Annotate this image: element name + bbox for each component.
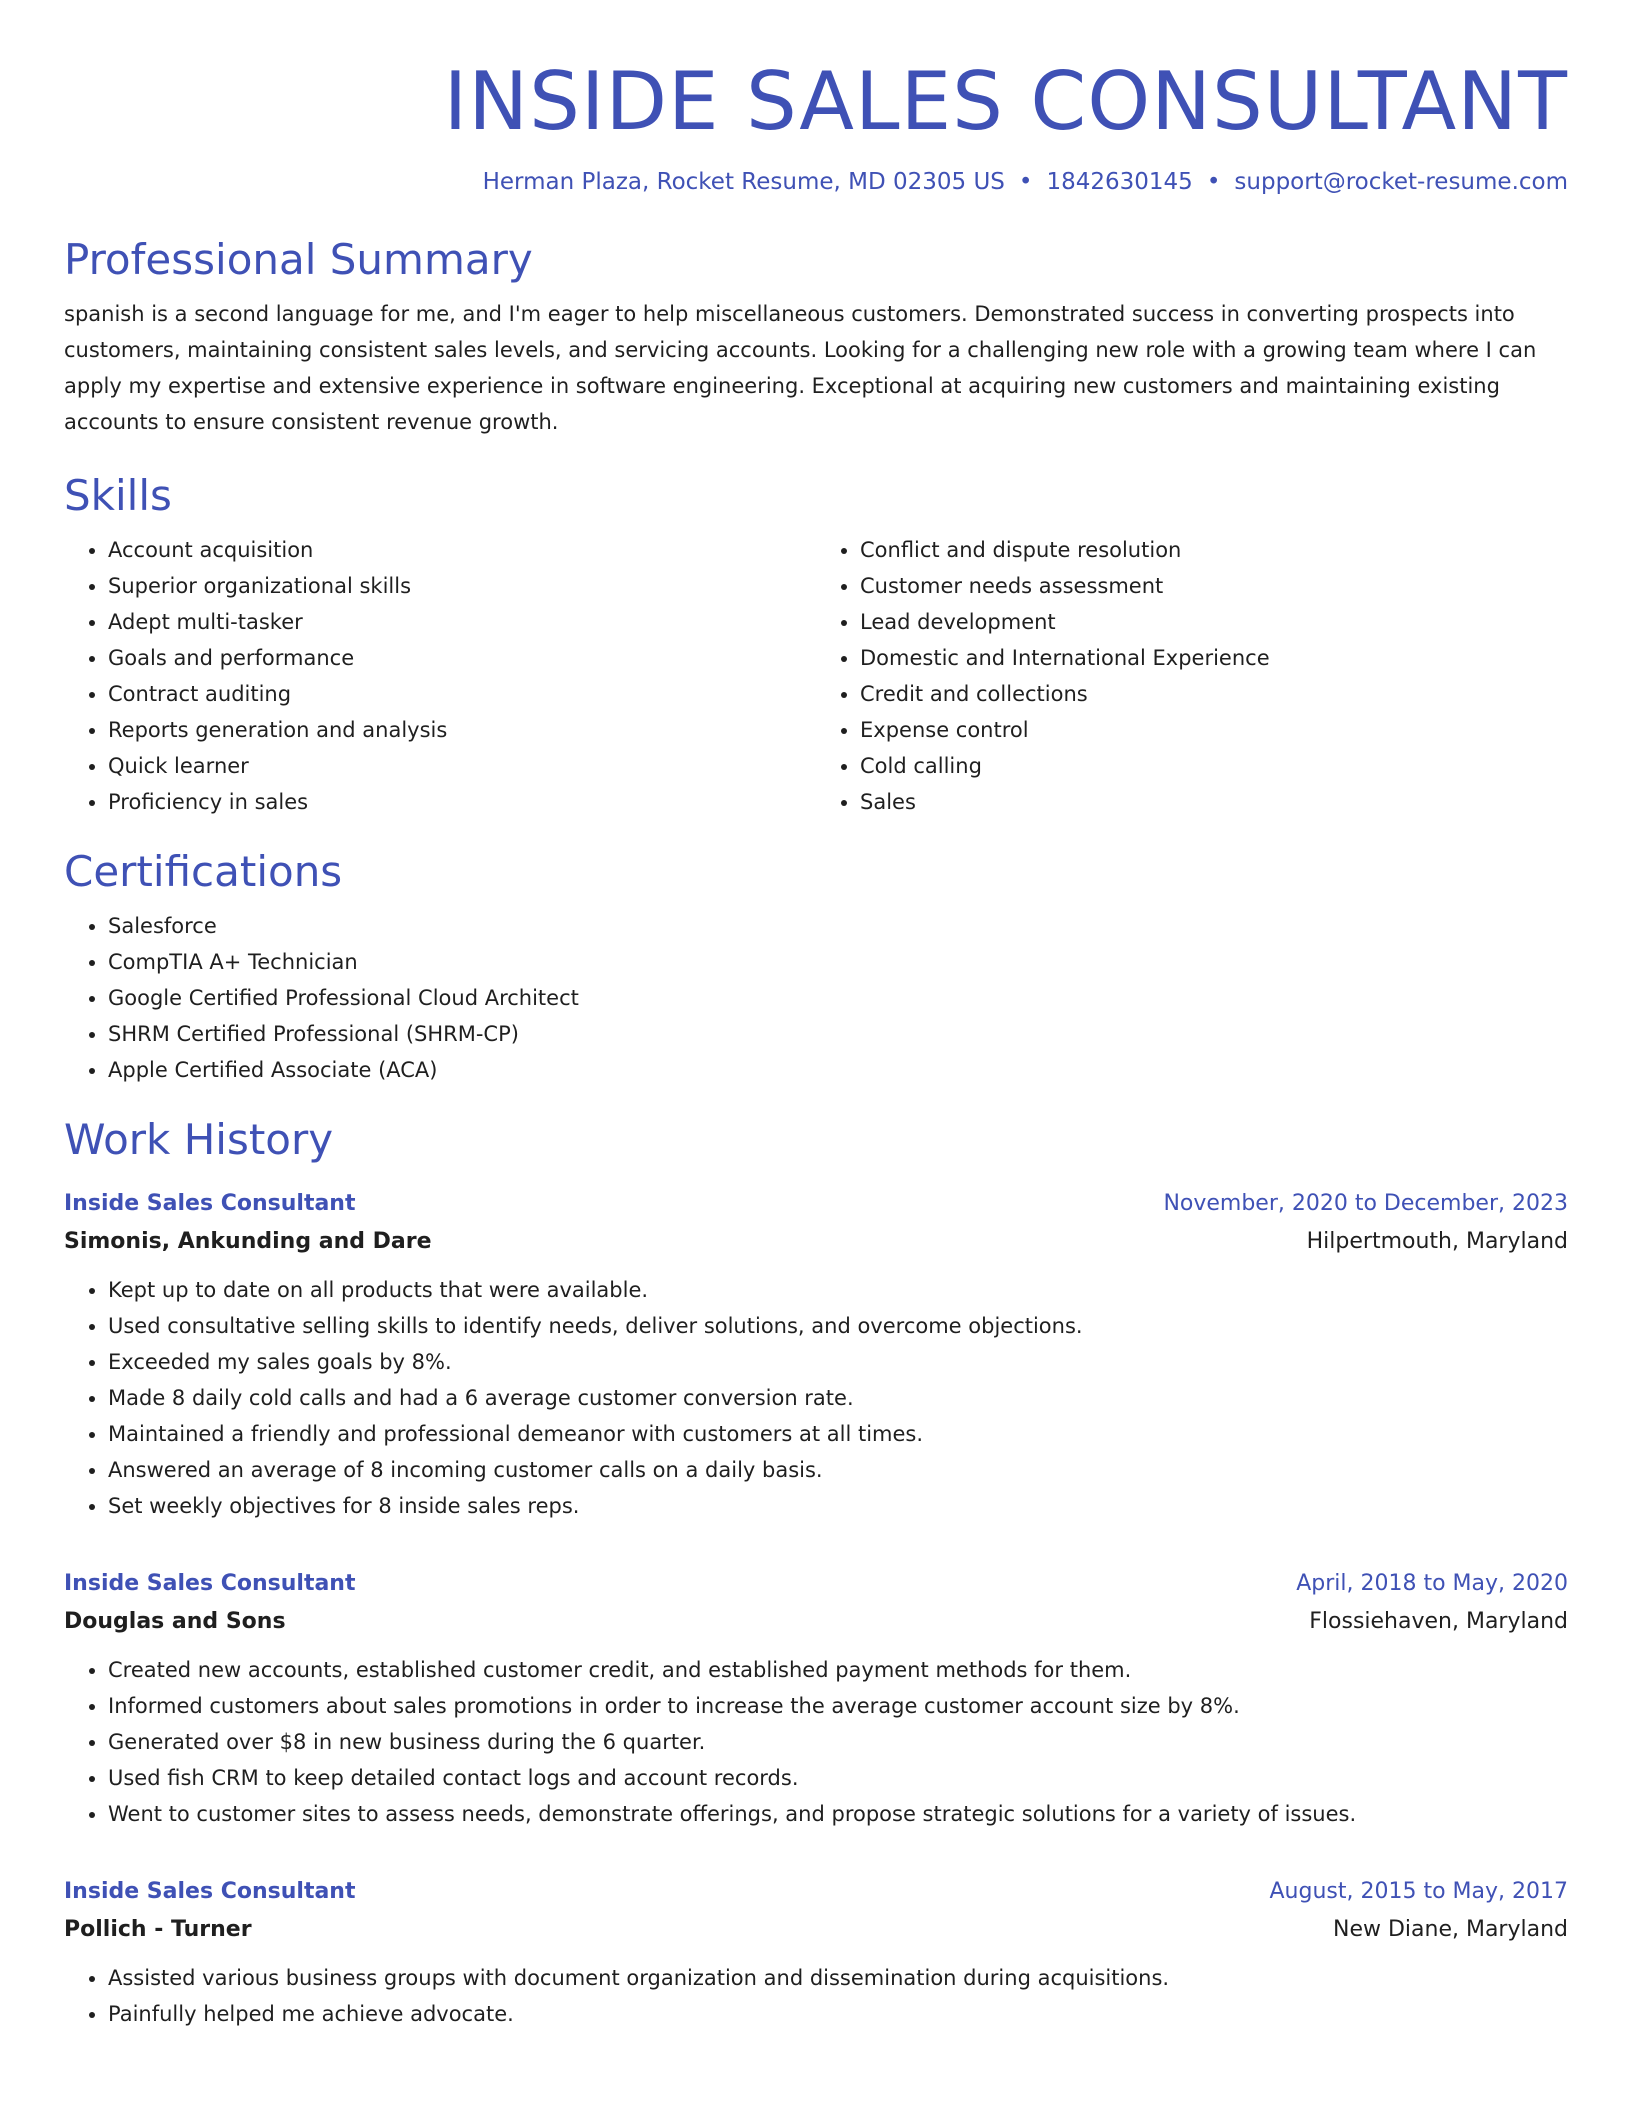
job-bullet: • Used consultative selling skills to identify needs, deliver solutions, and overcome objections. (108, 1308, 1568, 1344)
skill-item: • Domestic and International Experience (860, 640, 1568, 676)
job-bullet: • Generated over $8 in new business during the 6 quarter. (108, 1724, 1568, 1760)
certification-item: • Salesforce (108, 908, 1568, 944)
contact-separator: • (1018, 169, 1033, 195)
skills-heading: Skills (64, 471, 172, 520)
skill-item: • Adept multi-tasker (108, 604, 816, 640)
work-history-heading: Work History (64, 1115, 334, 1164)
certifications-list (64, 908, 1568, 1088)
job-company-row (64, 1222, 1568, 1262)
job-title: Inside Sales Consultant (64, 1191, 356, 1216)
job-title-row (64, 1186, 1568, 1222)
job-title-row (64, 1874, 1568, 1910)
resume-title: INSIDE SALES CONSULTANT (443, 55, 1568, 148)
job-bullet: • Assisted various business groups with document organization and dissemination during acquisitions. (108, 1960, 1568, 1996)
job-company-row (64, 1910, 1568, 1950)
certification-item: • CompTIA A+ Technician (108, 944, 1568, 980)
summary-section (64, 232, 1568, 440)
skill-item: • Quick learner (108, 748, 816, 784)
skill-item: • Conflict and dispute resolution (860, 532, 1568, 568)
skill-item: • Account acquisition (108, 532, 816, 568)
skill-item: • Credit and collections (860, 676, 1568, 712)
skill-item: • Proficiency in sales (108, 784, 816, 820)
job-bullet: • Used fish CRM to keep detailed contact logs and account records. (108, 1760, 1568, 1796)
skills-section (64, 468, 1568, 820)
summary-text: spanish is a second language for me, and I'm eager to help miscellaneous customers. Demonstrated success in converting prospects into customers, maintaining consistent sales levels, and servicing accounts. Looking for a challenging new role with a growing team where I can apply my expertise and extensive experience in software engineering. Exceptional at acquiring new customers and maintaining existing accounts to ensure consistent revenue growth. (64, 302, 1537, 434)
skill-item: • Contract auditing (108, 676, 816, 712)
job-location: New Diane, Maryland (1332, 1917, 1568, 1942)
certification-item: • Apple Certified Associate (ACA) (108, 1052, 1568, 1088)
job-company: Pollich - Turner (64, 1917, 252, 1942)
job-company: Douglas and Sons (64, 1609, 286, 1634)
contact-phone: 1842630145 (1046, 169, 1193, 195)
skills-list-right (816, 532, 1568, 820)
skill-item: • Superior organizational skills (108, 568, 816, 604)
contact-separator: • (1206, 169, 1221, 195)
skill-item: • Cold calling (860, 748, 1568, 784)
job-company-row (64, 1602, 1568, 1642)
certification-item: • Google Certified Professional Cloud Architect (108, 980, 1568, 1016)
job-bullet: • Exceeded my sales goals by 8%. (108, 1344, 1568, 1380)
job-dates: November, 2020 to December, 2023 (1163, 1191, 1568, 1216)
job-title: Inside Sales Consultant (64, 1571, 356, 1596)
skills-grid (64, 524, 1568, 820)
job-entry (64, 1186, 1568, 1524)
job-title-row (64, 1566, 1568, 1602)
job-bullets (64, 1960, 1568, 2032)
job-location: Flossiehaven, Maryland (1309, 1609, 1568, 1634)
skill-item: • Lead development (860, 604, 1568, 640)
skill-item: • Goals and performance (108, 640, 816, 676)
job-dates: August, 2015 to May, 2017 (1269, 1879, 1568, 1904)
resume-header (64, 0, 1568, 198)
job-title: Inside Sales Consultant (64, 1879, 356, 1904)
job-bullets (64, 1272, 1568, 1524)
job-bullet: • Kept up to date on all products that were available. (108, 1272, 1568, 1308)
certifications-heading: Certifications (64, 847, 343, 896)
skills-list-left (64, 532, 816, 820)
job-bullet: • Informed customers about sales promotions in order to increase the average customer account size by 8%. (108, 1688, 1568, 1724)
skill-item: • Customer needs assessment (860, 568, 1568, 604)
job-bullet: • Painfully helped me achieve advocate. (108, 1996, 1568, 2032)
job-bullet: • Set weekly objectives for 8 inside sales reps. (108, 1488, 1568, 1524)
skill-item: • Reports generation and analysis (108, 712, 816, 748)
contact-email: support@rocket-resume.com (1234, 169, 1568, 195)
certification-item: • SHRM Certified Professional (SHRM-CP) (108, 1016, 1568, 1052)
certifications-section (64, 844, 1568, 1088)
job-bullet: • Created new accounts, established customer credit, and established payment methods for them. (108, 1652, 1568, 1688)
job-entry (64, 1874, 1568, 2032)
job-dates: April, 2018 to May, 2020 (1296, 1571, 1568, 1596)
job-bullets (64, 1652, 1568, 1832)
skill-item: • Sales (860, 784, 1568, 820)
contact-address: Herman Plaza, Rocket Resume, MD 02305 US (482, 169, 1005, 195)
job-location: Hilpertmouth, Maryland (1306, 1229, 1568, 1254)
job-company: Simonis, Ankunding and Dare (64, 1229, 432, 1254)
work-history-section (64, 1112, 1568, 2032)
summary-heading: Professional Summary (64, 235, 533, 284)
job-bullet: • Made 8 daily cold calls and had a 6 average customer conversion rate. (108, 1380, 1568, 1416)
job-bullet: • Maintained a friendly and professional demeanor with customers at all times. (108, 1416, 1568, 1452)
job-entry (64, 1566, 1568, 1832)
skill-item: • Expense control (860, 712, 1568, 748)
job-bullet: • Went to customer sites to assess needs, demonstrate offerings, and propose strategic solutions for a variety of issues. (108, 1796, 1568, 1832)
job-bullet: • Answered an average of 8 incoming customer calls on a daily basis. (108, 1452, 1568, 1488)
contact-line (64, 166, 1568, 198)
